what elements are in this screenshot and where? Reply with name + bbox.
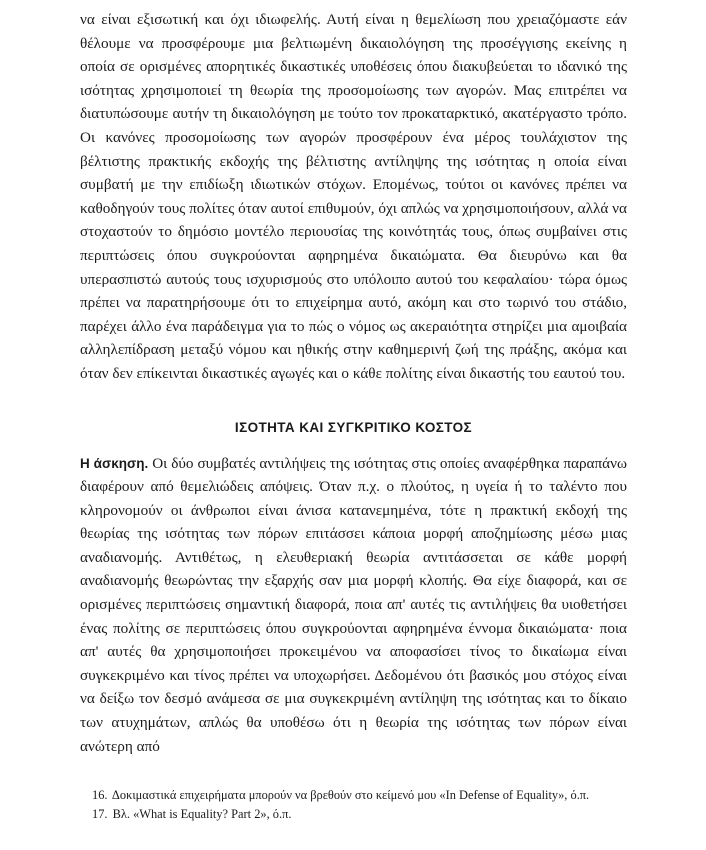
footnotes <box>80 786 627 824</box>
body-paragraph: να είναι εξισωτική και όχι ιδιωφελής. Αυτή είναι η θεμελίωση που χρειαζόμαστε εάν θέλουμε να προσφέρουμε μια βελτιωμένη δικαιολόγηση της προσέγγισης εκείνης η οποία σε ορισμένες απορητικές δικαστικές υποθέσεις όπου διακυβεύεται το ιδανικό της ισότητας χρησιμοποιεί τη θεωρία της προσομοίωσης των αγορών. Μας επιτρέπει να διατυπώσουμε αυτήν τη δικαιολόγηση με τούτο τον προκαταρκτικό, ακατέργαστο τρόπο. Οι κανόνες προσομοίωσης των αγορών προσφέρουν ένα μέρος τουλάχιστον της βέλτιστης πρακτικής εκδοχής της βέλτιστης αντίληψης της ισότητας η οποία είναι συμβατή με την επιδίωξη ιδιωτικών στόχων. Επομένως, τούτοι οι κανόνες πρέπει να καθοδηγούν τους πολίτες όταν αυτοί επιθυμούν, όχι απλώς να χρησιμοποιήσουν, αλλά να στοχαστούν το δημόσιο μοντέλο περιουσίας της κοινότητάς τους, όπως συμβαίνει στις περιπτώσεις όπου συγκρούονται αφηρημένα δικαιώματα. Θα διευρύνω και θα υπερασπιστώ αυτούς τους ισχυρισμούς στο υπόλοιπο αυτού του κεφαλαίου· τώρα όμως πρέπει να παρατηρήσουμε ότι το επιχείρημα αυτό, ακόμη και στο τωρινό του στάδιο, παρέχει άλλο ένα παράδειγμα για το πώς ο νόμος ως ακεραιότητα στηρίζει μια αμοιβαία αλληλεπίδραση μεταξύ νόμου και ηθικής στην καθημερινή ζωή της πράξης, ακόμα και όταν δεν επίκεινται δικαστικές αγωγές και ο κάθε πολίτης είναι δικαστής του εαυτού του. <box>80 11 627 382</box>
page-body <box>80 8 627 758</box>
footnote-text: Βλ. «What is Equality? Part 2», ό.π. <box>112 807 292 821</box>
section-heading: ΙΣΟΤΗΤΑ ΚΑΙ ΣΥΓΚΡΙΤΙΚΟ ΚΟΣΤΟΣ <box>234 419 473 435</box>
paragraph-lead-in: Η άσκηση. <box>80 455 149 471</box>
footnote-16 <box>80 786 627 805</box>
footnote-text: Δοκιμαστικά επιχειρήματα μπορούν να βρεθούν στο κείμενό μου «In Defense of Equality», ό.π. <box>111 788 590 802</box>
footnote-17 <box>80 805 627 824</box>
footnote-number: 16. <box>92 788 108 802</box>
body-paragraph <box>80 452 627 759</box>
paragraph-text: Οι δύο συμβατές αντιλήψεις της ισότητας στις οποίες αναφέρθηκα παραπάνω διαφέρουν από θεμελιώδεις απόψεις. Όταν π.χ. ο πλούτος, η υγεία ή το ταλέντο που κληρονομούν οι άνθρωποι είναι άνισα κατανεμημένα, τότε η πρακτική εκδοχή της θεωρίας της ισότητας των πόρων επιτάσσει κάποια μορφή αποζημίωσης μέσω μιας αναδιανομής. Αντιθέτως, η ελευθεριακή θεωρία αντιτάσσεται σε κάθε μορφή αναδιανομής θεωρώντας την εξαρχής σαν μια μορφή κλοπής. Θα είχε διαφορά, και σε ορισμένες περιπτώσεις σημαντική διαφορά, ποια απ' αυτές τις αντιλήψεις θα υιοθετήσει ένας πολίτης σε περιπτώσεις όπου συγκρούονται αφηρημένα έννομα δικαιώματα· ποια απ' αυτές θα χρησιμοποιήσει προκειμένου να αποφασίσει τίνος το δικαίωμα είναι συγκεκριμένο και τίνος πρέπει να υποχωρήσει. Δεδομένου ότι βασικός μου στόχος είναι να δείξω τον δεσμό ανάμεσα σε μια συγκεκριμένη αντίληψη της ισότητας και το δίκαιο των ατυχημάτων, απλώς θα υποθέσω ότι η θεωρία της ισότητας των πόρων είναι ανώτερη από <box>80 454 628 755</box>
footnote-number: 17. <box>92 807 108 821</box>
